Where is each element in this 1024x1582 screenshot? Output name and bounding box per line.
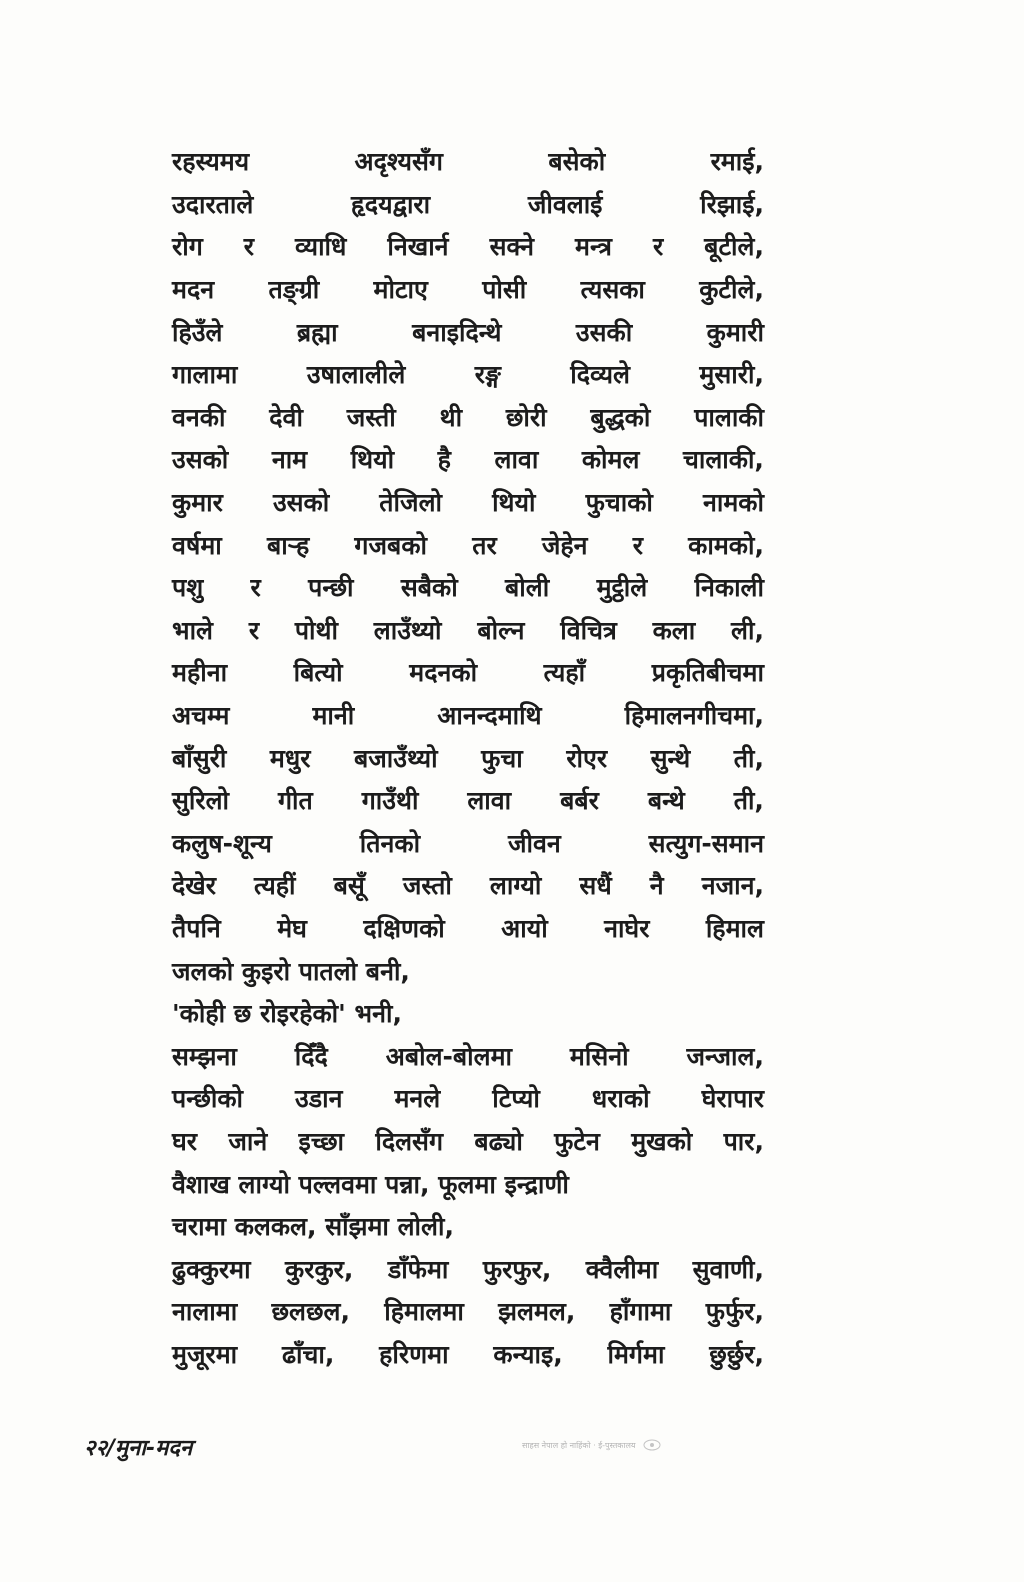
poem-word: नालामा [172,1297,238,1327]
poem-word: बाऱ्ह [266,530,310,560]
poem-word: कामको, [688,530,764,560]
poem-word: पन्छी [308,573,354,603]
poem-word: व्याधि [295,232,347,262]
poem-word: फुटेन [554,1126,600,1156]
poem-word: नजान, [701,871,764,901]
poem-word: प्रकृतिबीचमा [651,658,764,688]
poem-word: हिमालमा [384,1297,464,1327]
poem-word: मिर्गमा [607,1339,665,1369]
poem-word: घेरापार [701,1084,764,1114]
poem-word: मुसारी, [699,360,764,390]
poem-word: है [437,445,451,475]
poem-word: निखार्न [387,232,449,262]
poem-word: तेजिलो [379,488,442,518]
poem-word: लावा [467,786,512,816]
poem-word: उसको [172,445,229,475]
poem-word: ढाँचा, [281,1339,335,1369]
poem-word: ली, [731,615,764,645]
poem-word: उसकी [575,317,633,347]
poem-word: तैपनि [172,913,221,943]
poem-word: र [652,232,664,262]
poem-word: र [250,573,261,603]
poem-word: ती, [733,786,764,816]
poem-line [172,566,764,609]
poem-word: देवी [269,402,303,432]
poem-word: गीत [277,786,313,816]
poem-word: महीना [172,658,228,688]
poem-word: पन्छीको [172,1084,244,1114]
poem-line [172,694,764,737]
poem-line [172,140,764,183]
poem-word: तिनको [359,828,421,858]
poem-word: बाँसुरी [172,743,227,773]
poem-word: दिव्यले [570,360,630,390]
poem-word: थियो [350,445,395,475]
poem-word: रोग [172,232,203,262]
poem-word: त्यसका [580,275,645,305]
page-footer [84,1430,944,1470]
poem-word: सुवाणी, [692,1254,764,1284]
poem-line [172,268,764,311]
poem-word: सक्ने [489,232,535,262]
poem-word: अचम्म [172,701,230,731]
poem-word: चालाकी, [682,445,764,475]
poem-word: पोसी [482,275,527,305]
poem-word: कन्याइ, [493,1339,563,1369]
poem-word: लाग्यो [489,871,542,901]
poem-word: कुरकुर, [285,1254,354,1284]
poem-word: नाघेर [604,913,650,943]
poem-word: सत्युग-समान [648,828,764,858]
poem-word: सुन्थे [650,743,691,773]
poem-word: वनकी [172,402,226,432]
poem-line [172,907,764,950]
poem-word: उडान [295,1084,343,1114]
poem-word: फुरफुर, [482,1254,552,1284]
poem-word: गजबको [354,530,427,560]
poem-line [172,1290,764,1333]
poem-word: टिप्यो [492,1084,540,1114]
poem-word: मुखको [631,1126,693,1156]
poem-word: निकाली [694,573,764,603]
poem-word: कुमारी [706,317,764,347]
poem-word: अबोल-बोलमा [385,1041,513,1071]
poem-word: हिमालनगीचमा, [624,701,764,731]
poem-line [172,992,764,1035]
poem-line [172,1162,764,1205]
poem-word: तर [472,530,497,560]
poem-word: हाँगामा [609,1297,672,1327]
poem-word: बसूँ [333,871,365,901]
poem-word: जस्ती [346,402,396,432]
poem-word: चरामा कलकल, साँझमा लोली, [172,1212,454,1242]
poem-line [172,1034,764,1077]
poem-word: विचित्र [560,615,617,645]
poem-word: उदारताले [172,189,254,219]
poem-word: सधैं [579,871,612,901]
poem-line [172,822,764,865]
poem-word: बोल्न [477,615,525,645]
watermark-logo-icon [642,1438,662,1452]
poem-word: र [243,232,255,262]
poem-word: मन्त्र [575,232,612,262]
poem-word: धराको [591,1084,650,1114]
poem-word: भाले [172,615,214,645]
poem-line [172,481,764,524]
poem-word: बजाउँथ्यो [353,743,438,773]
poem-word: उसको [272,488,330,518]
poem-word: पार, [723,1126,764,1156]
poem-word: अदृश्यसँग [354,147,444,177]
poem-line [172,736,764,779]
poem-line [172,225,764,268]
poem-word: फुर्फुर, [705,1297,764,1327]
poem-line [172,609,764,652]
poem-line [172,864,764,907]
poem-word: हिमाल [705,913,764,943]
poem-word: वर्षमा [172,530,222,560]
poem-word: नै [649,871,664,901]
poem-word: मानी [312,701,355,731]
watermark-text: साहस नेपाल हो नाहिंको · ई-पुस्तकालय [522,1440,636,1450]
poem-word: मदन [172,275,215,305]
poem-word: बुद्धको [590,402,651,432]
poem-word: मोटाए [373,275,428,305]
poem-word: बनाइदिन्थे [412,317,502,347]
poem-word: पशु [172,573,204,603]
poem-word: बढ्यो [474,1126,523,1156]
poem-word: हिउँले [172,317,223,347]
poem-word: नाम [271,445,308,475]
poem-word: जीवलाई [527,189,603,219]
poem-line [172,438,764,481]
poem-word: ढुक्कुरमा [172,1254,251,1284]
poem-word: देखेर [172,871,216,901]
poem-body [172,140,764,1375]
poem-word: थी [439,402,463,432]
poem-word: त्यहीं [254,871,296,901]
poem-word: जन्जाल, [686,1041,764,1071]
poem-line [172,183,764,226]
poem-word: वैशाख लाग्यो पल्लवमा पन्ना, फूलमा इन्द्राणी [172,1169,569,1199]
poem-word: छोरी [505,402,547,432]
poem-word: मधुर [269,743,311,773]
poem-word: पालाकी [694,402,764,432]
poem-word: इच्छा [298,1126,345,1156]
poem-line [172,396,764,439]
poem-word: कला [652,615,696,645]
poem-word: मनले [394,1084,441,1114]
poem-word: दिलसँग [375,1126,444,1156]
poem-line [172,1333,764,1376]
poem-word: क्वैलीमा [585,1254,659,1284]
poem-word: गालामा [172,360,238,390]
poem-word: पोथी [294,615,338,645]
poem-word: जीवन [507,828,561,858]
poem-word: लाउँथ्यो [373,615,442,645]
poem-word: बर्बर [560,786,599,816]
poem-line [172,779,764,822]
poem-word: रहस्यमय [172,147,250,177]
page-folio: २२/मुना-मदन [84,1436,193,1461]
poem-word: मुट्ठीले [596,573,648,603]
poem-word: कुमार [172,488,223,518]
poem-word: ब्रह्मा [296,317,338,347]
poem-line [172,651,764,694]
poem-word: मसिनो [569,1041,629,1071]
poem-word: हृदयद्वारा [351,189,431,219]
poem-word: रमाई, [710,147,764,177]
poem-word: छलछल, [271,1297,350,1327]
poem-word: कोमल [581,445,640,475]
poem-word: फुचाको [585,488,653,518]
poem-line [172,523,764,566]
poem-line [172,949,764,992]
poem-word: जस्तो [402,871,452,901]
poem-word: दक्षिणको [363,913,445,943]
watermark [522,1438,662,1452]
poem-word: बूटीले, [704,232,764,262]
poem-word: उषालालीले [306,360,406,390]
poem-word: तङ्ग्री [268,275,320,305]
poem-word: 'कोही छ रोइरहेको' भनी, [172,999,402,1029]
poem-word: रोएर [566,743,608,773]
poem-word: र [248,615,260,645]
poem-word: बोली [505,573,550,603]
poem-word: मदनको [409,658,478,688]
poem-word: सुरिलो [172,786,230,816]
poem-word: फुचा [481,743,523,773]
poem-word: बन्थे [647,786,685,816]
poem-word: डाँफेमा [387,1254,449,1284]
poem-word: सम्झना [172,1041,237,1071]
poem-word: ती, [733,743,764,773]
poem-word: झलमल, [498,1297,576,1327]
poem-word: लावा [494,445,539,475]
poem-word: जेहेन [541,530,588,560]
poem-word: थियो [492,488,536,518]
poem-word: सबैको [400,573,458,603]
poem-word: त्यहाँ [543,658,586,688]
poem-word: दिँदै [294,1041,328,1071]
poem-line [172,1120,764,1163]
poem-line [172,1205,764,1248]
poem-word: मेघ [277,913,307,943]
poem-word: आयो [501,913,548,943]
poem-word: र [632,530,643,560]
poem-word: बसेको [548,147,606,177]
poem-word: जाने [228,1126,268,1156]
poem-word: हरिणमा [379,1339,449,1369]
poem-word: बित्यो [293,658,343,688]
poem-word: मुजूरमा [172,1339,238,1369]
poem-word: गाउँथी [361,786,419,816]
poem-word: जलको कुइरो पातलो बनी, [172,956,410,986]
poem-line [172,353,764,396]
poem-word: घर [172,1126,198,1156]
poem-word: कलुष-शून्य [172,828,272,858]
poem-line [172,1077,764,1120]
poem-line [172,310,764,353]
poem-word: रङ्ग [474,360,501,390]
poem-word: आनन्दमाथि [437,701,542,731]
poem-word: रिझाई, [700,189,764,219]
poem-line [172,1247,764,1290]
poem-word: छुर्छुर, [709,1339,764,1369]
poem-word: कुटीले, [699,275,764,305]
poem-word: नामको [702,488,764,518]
